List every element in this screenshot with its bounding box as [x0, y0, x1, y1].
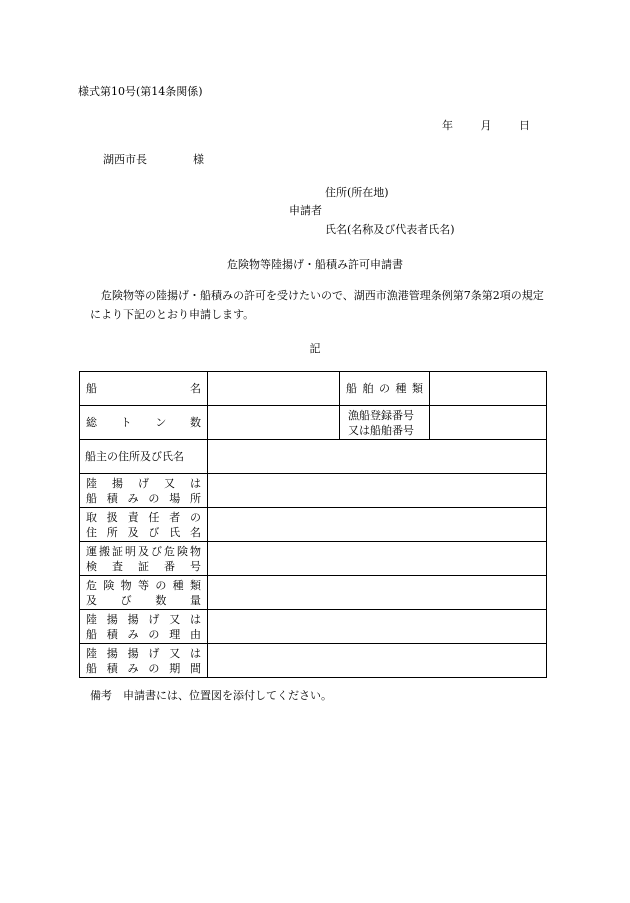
ship-type-label	[340, 372, 430, 406]
kind-quantity-field[interactable]	[208, 576, 547, 610]
handler-label	[80, 508, 208, 542]
owner-label	[80, 440, 208, 474]
table-row	[80, 474, 547, 508]
table-row	[80, 644, 547, 678]
kind-quantity-label	[80, 576, 208, 610]
applicant-label: 申請者	[289, 204, 322, 217]
table-row	[80, 372, 547, 406]
date-year-label: 年	[442, 119, 453, 132]
date-month-label: 月	[480, 119, 492, 132]
registration-number-field[interactable]	[430, 406, 547, 440]
addressee	[103, 151, 204, 167]
place-line-2: 船 積 み の 場 所	[86, 491, 201, 505]
period-field[interactable]	[208, 644, 547, 678]
reason-label	[80, 610, 208, 644]
tonnage-text: 総 ト ン 数	[86, 416, 201, 429]
ship-type-text: 船 舶 の 種 類	[346, 382, 423, 395]
period-line-1: 陸 揚 揚 げ 又 は	[86, 646, 201, 660]
tonnage-label	[80, 406, 208, 440]
table-row	[80, 508, 547, 542]
applicant-address-label: 住所(所在地)	[325, 186, 389, 199]
applicant-name-label: 氏名(名称及び代表者氏名)	[325, 223, 455, 236]
handler-field[interactable]	[208, 508, 547, 542]
registration-number-line-2: 又は船舶番号	[348, 423, 414, 437]
certificate-line-2: 検 査 証 番 号	[86, 559, 201, 573]
owner-field[interactable]	[208, 440, 547, 474]
document-title: 危険物等陸揚げ・船積み許可申請書	[227, 258, 403, 271]
handler-line-1: 取 扱 責 任 者 の	[86, 510, 201, 524]
reason-field[interactable]	[208, 610, 547, 644]
place-label	[80, 474, 208, 508]
certificate-field[interactable]	[208, 542, 547, 576]
date-day-label: 日	[519, 119, 530, 132]
tonnage-field[interactable]	[208, 406, 340, 440]
addressee-name: 湖西市長	[103, 153, 147, 166]
application-table	[79, 371, 547, 678]
registration-number-line-1: 漁船登録番号	[348, 408, 414, 422]
note: 備考 申請書には、位置図を添付してください。	[90, 689, 332, 702]
place-line-1: 陸 揚 げ 又 は	[86, 476, 201, 490]
table-row	[80, 610, 547, 644]
ship-name-label	[80, 372, 208, 406]
body-text: 危険物等の陸揚げ・船積みの許可を受けたいので、湖西市漁港管理条例第7条第2項の規定により下記のとおり申請します。	[90, 289, 544, 321]
place-field[interactable]	[208, 474, 547, 508]
reason-line-2: 船 積 み の 理 由	[86, 627, 201, 641]
table-row	[80, 406, 547, 440]
table-row	[80, 440, 547, 474]
ship-name-text: 船 名	[86, 382, 201, 395]
table-row	[80, 576, 547, 610]
reason-line-1: 陸 揚 揚 げ 又 は	[86, 612, 201, 626]
ship-type-field[interactable]	[430, 372, 547, 406]
owner-text: 船主の住所及び氏名	[85, 450, 184, 463]
addressee-honorific: 様	[193, 153, 204, 166]
kind-quantity-line-1: 危 険 物 等 の 種 類	[86, 578, 201, 592]
kind-quantity-line-2: 及 び 数 量	[86, 593, 201, 607]
ki-heading: 記	[309, 342, 321, 355]
form-number: 様式第10号(第14条関係)	[78, 85, 203, 98]
date-line	[442, 117, 530, 133]
certificate-label	[80, 542, 208, 576]
ship-name-field[interactable]	[208, 372, 340, 406]
handler-line-2: 住 所 及 び 氏 名	[86, 525, 201, 539]
period-label	[80, 644, 208, 678]
period-line-2: 船 積 み の 期 間	[86, 661, 201, 675]
certificate-line-1: 運 搬 証 明 及 び 危 険 物	[86, 544, 201, 558]
table-row	[80, 542, 547, 576]
registration-number-label	[340, 406, 430, 440]
